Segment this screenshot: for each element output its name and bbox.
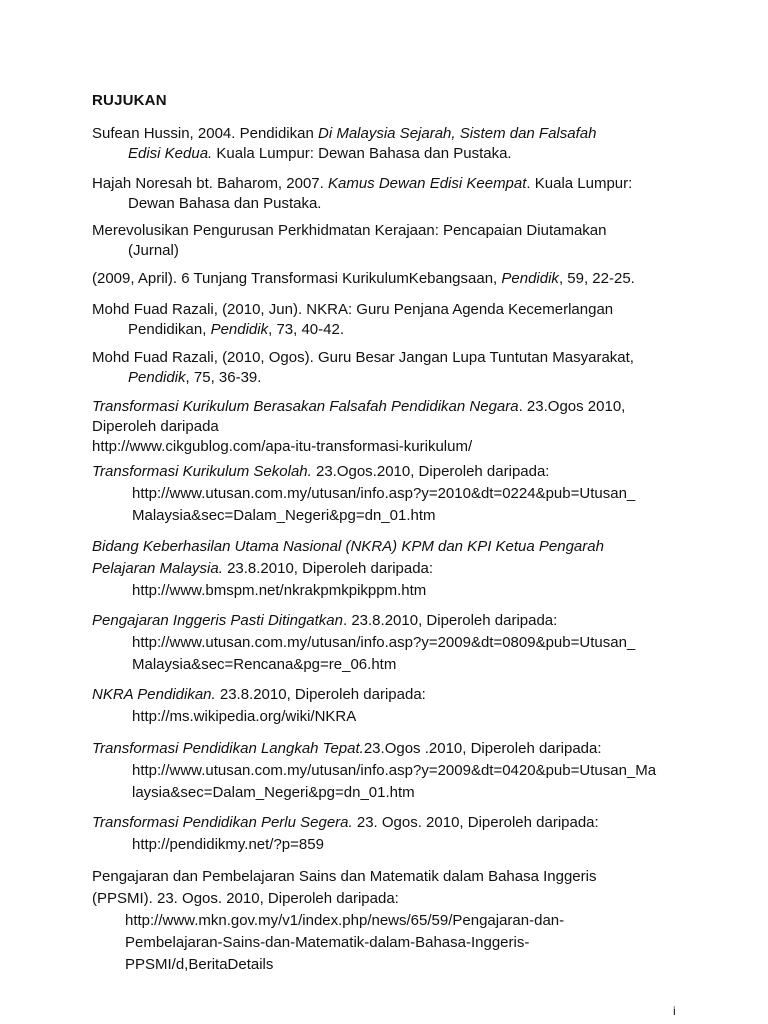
reference-url[interactable]: PPSMI/d,BeritaDetails — [125, 956, 274, 973]
reference-entry: Transformasi Pendidikan Perlu Segera. 23. Ogos. 2010, Diperoleh daripada: http://pendidikmy.net/?p=859 — [92, 812, 692, 856]
reference-entry: Pengajaran Inggeris Pasti Ditingatkan. 23.8.2010, Diperoleh daripada: http://www.utusan.com.my/utusan/info.asp?y=2009&dt=0809&pub=Utusan_ Malaysia&sec=Rencana&pg=re_06.htm — [92, 610, 692, 676]
reference-entry: Pengajaran dan Pembelajaran Sains dan Matematik dalam Bahasa Inggeris (PPSMI). 23. Ogos. 2010, Diperoleh daripada: http://www.mkn.gov.my/v1/index.php/news/65/59/Pengajaran-dan- Pembelajaran-Sains-dan-Matematik-dalam-Bahasa-Inggeris- PPSMI/d,BeritaDetails — [92, 866, 692, 976]
reference-entry: Mohd Fuad Razali, (2010, Jun). NKRA: Guru Penjana Agenda Kecemerlangan Pendidikan, Pendidik, 73, 40-42. — [92, 301, 614, 338]
reference-url[interactable]: http://www.bmspm.net/nkrakpmkpikppm.htm — [132, 582, 427, 599]
reference-entry: (2009, April). 6 Tunjang Transformasi KurikulumKebangsaan, Pendidik, 59, 22-25. — [92, 270, 635, 287]
reference-url[interactable]: Malaysia&sec=Dalam_Negeri&pg=dn_01.htm — [132, 507, 436, 524]
reference-url[interactable]: laysia&sec=Dalam_Negeri&pg=dn_01.htm — [132, 784, 415, 801]
reference-entry: Merevolusikan Pengurusan Perkhidmatan Kerajaan: Pencapaian Diutamakan (Jurnal) — [92, 222, 607, 259]
reference-url[interactable]: http://www.cikgublog.com/apa-itu-transformasi-kurikulum/ — [92, 438, 473, 455]
reference-entry: Bidang Keberhasilan Utama Nasional (NKRA) KPM dan KPI Ketua Pengarah Pelajaran Malaysia. 23.8.2010, Diperoleh daripada: http://www.bmspm.net/nkrakpmkpikppm.htm — [92, 536, 692, 602]
reference-url[interactable]: http://www.utusan.com.my/utusan/info.asp?y=2010&dt=0224&pub=Utusan_ — [132, 485, 636, 502]
reference-entry: Sufean Hussin, 2004. Pendidikan Di Malaysia Sejarah, Sistem dan Falsafah Edisi Kedua. Kuala Lumpur: Dewan Bahasa dan Pustaka. — [92, 125, 597, 162]
reference-url[interactable]: http://pendidikmy.net/?p=859 — [132, 836, 324, 853]
reference-entry: Hajah Noresah bt. Baharom, 2007. Kamus Dewan Edisi Keempat. Kuala Lumpur: Dewan Bahasa dan Pustaka. — [92, 175, 633, 212]
reference-entry: NKRA Pendidikan. 23.8.2010, Diperoleh daripada: http://ms.wikipedia.org/wiki/NKRA — [92, 684, 692, 728]
reference-entry: Transformasi Kurikulum Sekolah. 23.Ogos.2010, Diperoleh daripada: http://www.utusan.com.my/utusan/info.asp?y=2010&dt=0224&pub=Utusan_ Malaysia&sec=Dalam_Negeri&pg=dn_01.htm — [92, 461, 692, 527]
reference-url[interactable]: Malaysia&sec=Rencana&pg=re_06.htm — [132, 656, 397, 673]
reference-url[interactable]: http://www.mkn.gov.my/v1/index.php/news/65/59/Pengajaran-dan- — [125, 912, 565, 929]
reference-url[interactable]: http://www.utusan.com.my/utusan/info.asp?y=2009&dt=0809&pub=Utusan_ — [132, 634, 636, 651]
page-number: i — [673, 1004, 676, 1018]
reference-entry: Transformasi Pendidikan Langkah Tepat.23.Ogos .2010, Diperoleh daripada: http://www.utusan.com.my/utusan/info.asp?y=2009&dt=0420&pub=Utusan_Ma laysia&sec=Dalam_Negeri&pg=dn_01.htm — [92, 738, 692, 804]
reference-entry: Mohd Fuad Razali, (2010, Ogos). Guru Besar Jangan Lupa Tuntutan Masyarakat, Pendidik, 75, 36-39. — [92, 349, 634, 386]
reference-url[interactable]: Pembelajaran-Sains-dan-Matematik-dalam-Bahasa-Inggeris- — [125, 934, 530, 951]
reference-entry: Transformasi Kurikulum Berasakan Falsafah Pendidikan Negara. 23.Ogos 2010, Diperoleh daripada http://www.cikgublog.com/apa-itu-transformasi-kurikulum/ — [92, 397, 692, 457]
references-heading: RUJUKAN — [92, 92, 167, 109]
reference-url[interactable]: http://www.utusan.com.my/utusan/info.asp?y=2009&dt=0420&pub=Utusan_Ma — [132, 762, 657, 779]
reference-url[interactable]: http://ms.wikipedia.org/wiki/NKRA — [132, 708, 357, 725]
